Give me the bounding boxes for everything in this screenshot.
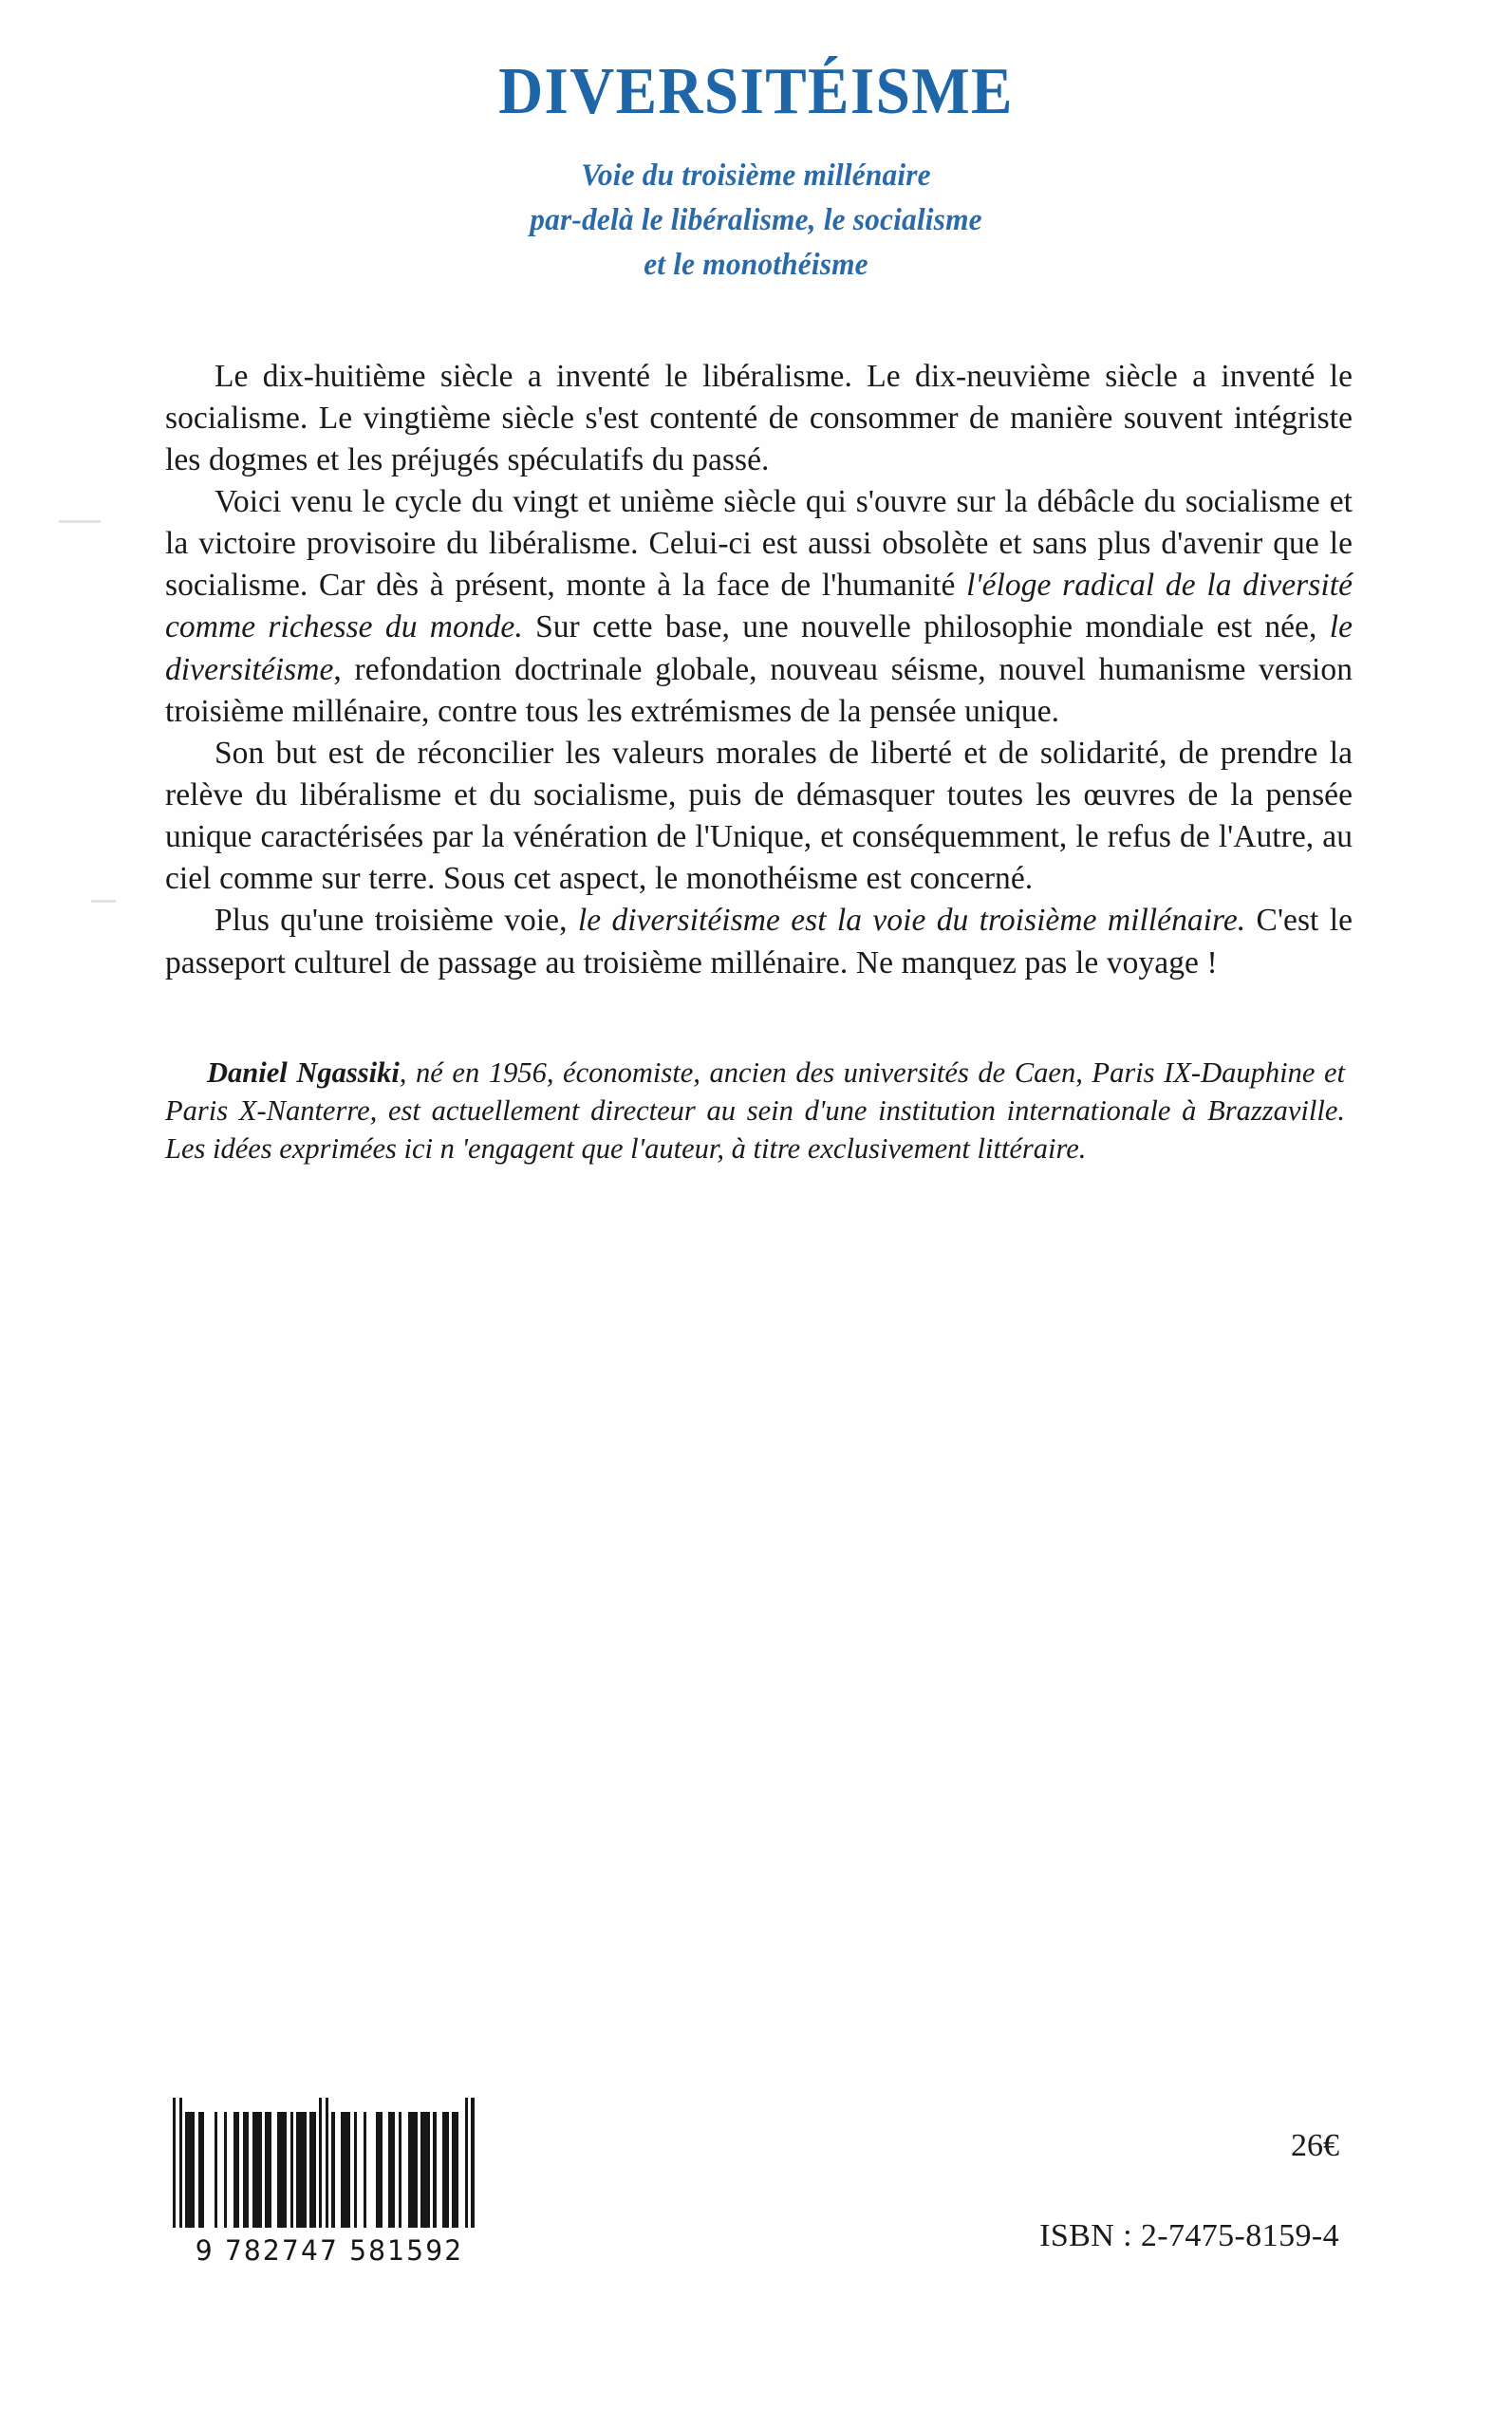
text-run: C'est le passeport culturel de passage au troisième millénaire. Ne manquez pas le voyage ! bbox=[165, 903, 1353, 980]
barcode-bar bbox=[296, 2112, 306, 2228]
barcode-bar bbox=[265, 2112, 271, 2228]
barcode-bar bbox=[458, 2112, 465, 2228]
book-title: DIVERSITÉISME bbox=[498, 55, 1014, 128]
text-run: , refondation doctrinale globale, nouveau séisme, nouvel humanisme version troisième millénaire, contre tous les extrémismes de la pensée unique. bbox=[165, 651, 1353, 729]
ean13-barcode bbox=[173, 2112, 486, 2267]
barcode-bar bbox=[376, 2112, 383, 2228]
barcode-bar bbox=[401, 2112, 408, 2228]
barcode-bar bbox=[442, 2112, 449, 2228]
barcode-bar bbox=[408, 2112, 418, 2228]
barcode-bar bbox=[437, 2112, 443, 2228]
text-run: Sur cette base, une nouvelle philosophie mondiale est née, bbox=[522, 609, 1330, 645]
blurb-paragraph-4 bbox=[165, 900, 1353, 983]
author-biography-text bbox=[165, 1055, 1345, 1168]
barcode-bar bbox=[357, 2112, 364, 2228]
barcode-bar bbox=[341, 2112, 350, 2228]
scan-artifact bbox=[59, 520, 101, 523]
barcode-bar bbox=[366, 2112, 376, 2228]
text-run: Son but est de réconcilier les valeurs morales de liberté et de solidarité, de prendre la relève du libéralisme et du socialisme, puis de démasquer toutes les œuvres de la pensée unique caractérisées par la vénération de l'Unique, et conséquemment, le refus de l'Autre, au ciel comme sur terre. Sous cet aspect, le monothéisme est concerné. bbox=[165, 735, 1353, 897]
isbn-label: ISBN : 2-7475-8159-4 bbox=[1039, 2218, 1339, 2253]
emphasised-run: le diversitéisme bbox=[165, 609, 1353, 687]
barcode-bar bbox=[335, 2112, 342, 2228]
subtitle-line-3: et le monothéisme bbox=[644, 247, 868, 282]
text-run: Le dix-huitième siècle a inventé le libéralisme. Le dix-neuvième siècle a inventé le socialisme. Le vingtième siècle s'est contenté de consommer de manière souvent intégriste les dogmes et les préjugés spéculatifs du passé. bbox=[165, 358, 1353, 477]
blurb-paragraph-2 bbox=[165, 481, 1353, 733]
barcode-bar bbox=[204, 2112, 214, 2228]
barcode-bar bbox=[185, 2112, 195, 2228]
barcode-bar bbox=[452, 2112, 458, 2228]
barcode-bar bbox=[388, 2112, 395, 2228]
barcode-bar bbox=[252, 2112, 262, 2228]
barcode-bar bbox=[227, 2112, 233, 2228]
text-run: Voici venu le cycle du vingt et unième siècle qui s'ouvre sur la débâcle du socialisme et la victoire provisoire du libéralisme. Celui-ci est aussi obsolète et sans plus d'avenir que le socialisme. Car dès à présent, monte à la face de l'humanité bbox=[165, 484, 1353, 604]
emphasised-run: le diversitéisme est la voie du troisième millénaire. bbox=[577, 903, 1246, 939]
blurb-paragraph-3 bbox=[165, 733, 1353, 901]
scan-artifact bbox=[91, 900, 116, 903]
barcode-bars bbox=[173, 2112, 486, 2228]
barcode-bar bbox=[277, 2112, 287, 2228]
book-subtitle bbox=[38, 154, 1474, 288]
cover-footer bbox=[0, 1963, 1512, 2409]
barcode-bar bbox=[271, 2112, 278, 2228]
barcode-bar bbox=[198, 2112, 205, 2228]
barcode-bar bbox=[383, 2112, 389, 2228]
barcode-bar bbox=[471, 2098, 474, 2228]
subtitle-line-1: Voie du troisième millénaire bbox=[581, 159, 931, 193]
cover-header bbox=[0, 0, 1512, 288]
author-biography bbox=[0, 984, 1512, 1168]
barcode-bar bbox=[243, 2112, 250, 2228]
price-label: 26€ bbox=[1291, 2128, 1339, 2163]
barcode-bar bbox=[309, 2112, 316, 2228]
text-run: Plus qu'une troisième voie, bbox=[215, 903, 578, 939]
barcode-digits: 9 782747 581592 bbox=[195, 2234, 464, 2267]
barcode-bar bbox=[217, 2112, 224, 2228]
subtitle-line-2: par-delà le libéralisme, le socialisme bbox=[530, 202, 982, 237]
author-biography-body: , né en 1956, économiste, ancien des universités de Caen, Paris IX-Dauphine et Paris X-Nanterre, est actuellement directeur au sein d'une institution internationale à Brazzaville. Les idées exprimées ici n 'engagent que l'auteur, à titre exclusivement littéraire. bbox=[165, 1055, 1345, 1165]
emphasised-run: l'éloge radical de la diversité comme richesse du monde. bbox=[165, 568, 1353, 645]
blurb-text bbox=[0, 288, 1512, 984]
author-name: Daniel Ngassiki bbox=[207, 1055, 400, 1089]
blurb-paragraph-1 bbox=[165, 356, 1353, 481]
barcode-bar bbox=[233, 2112, 240, 2228]
barcode-bar bbox=[420, 2112, 430, 2228]
